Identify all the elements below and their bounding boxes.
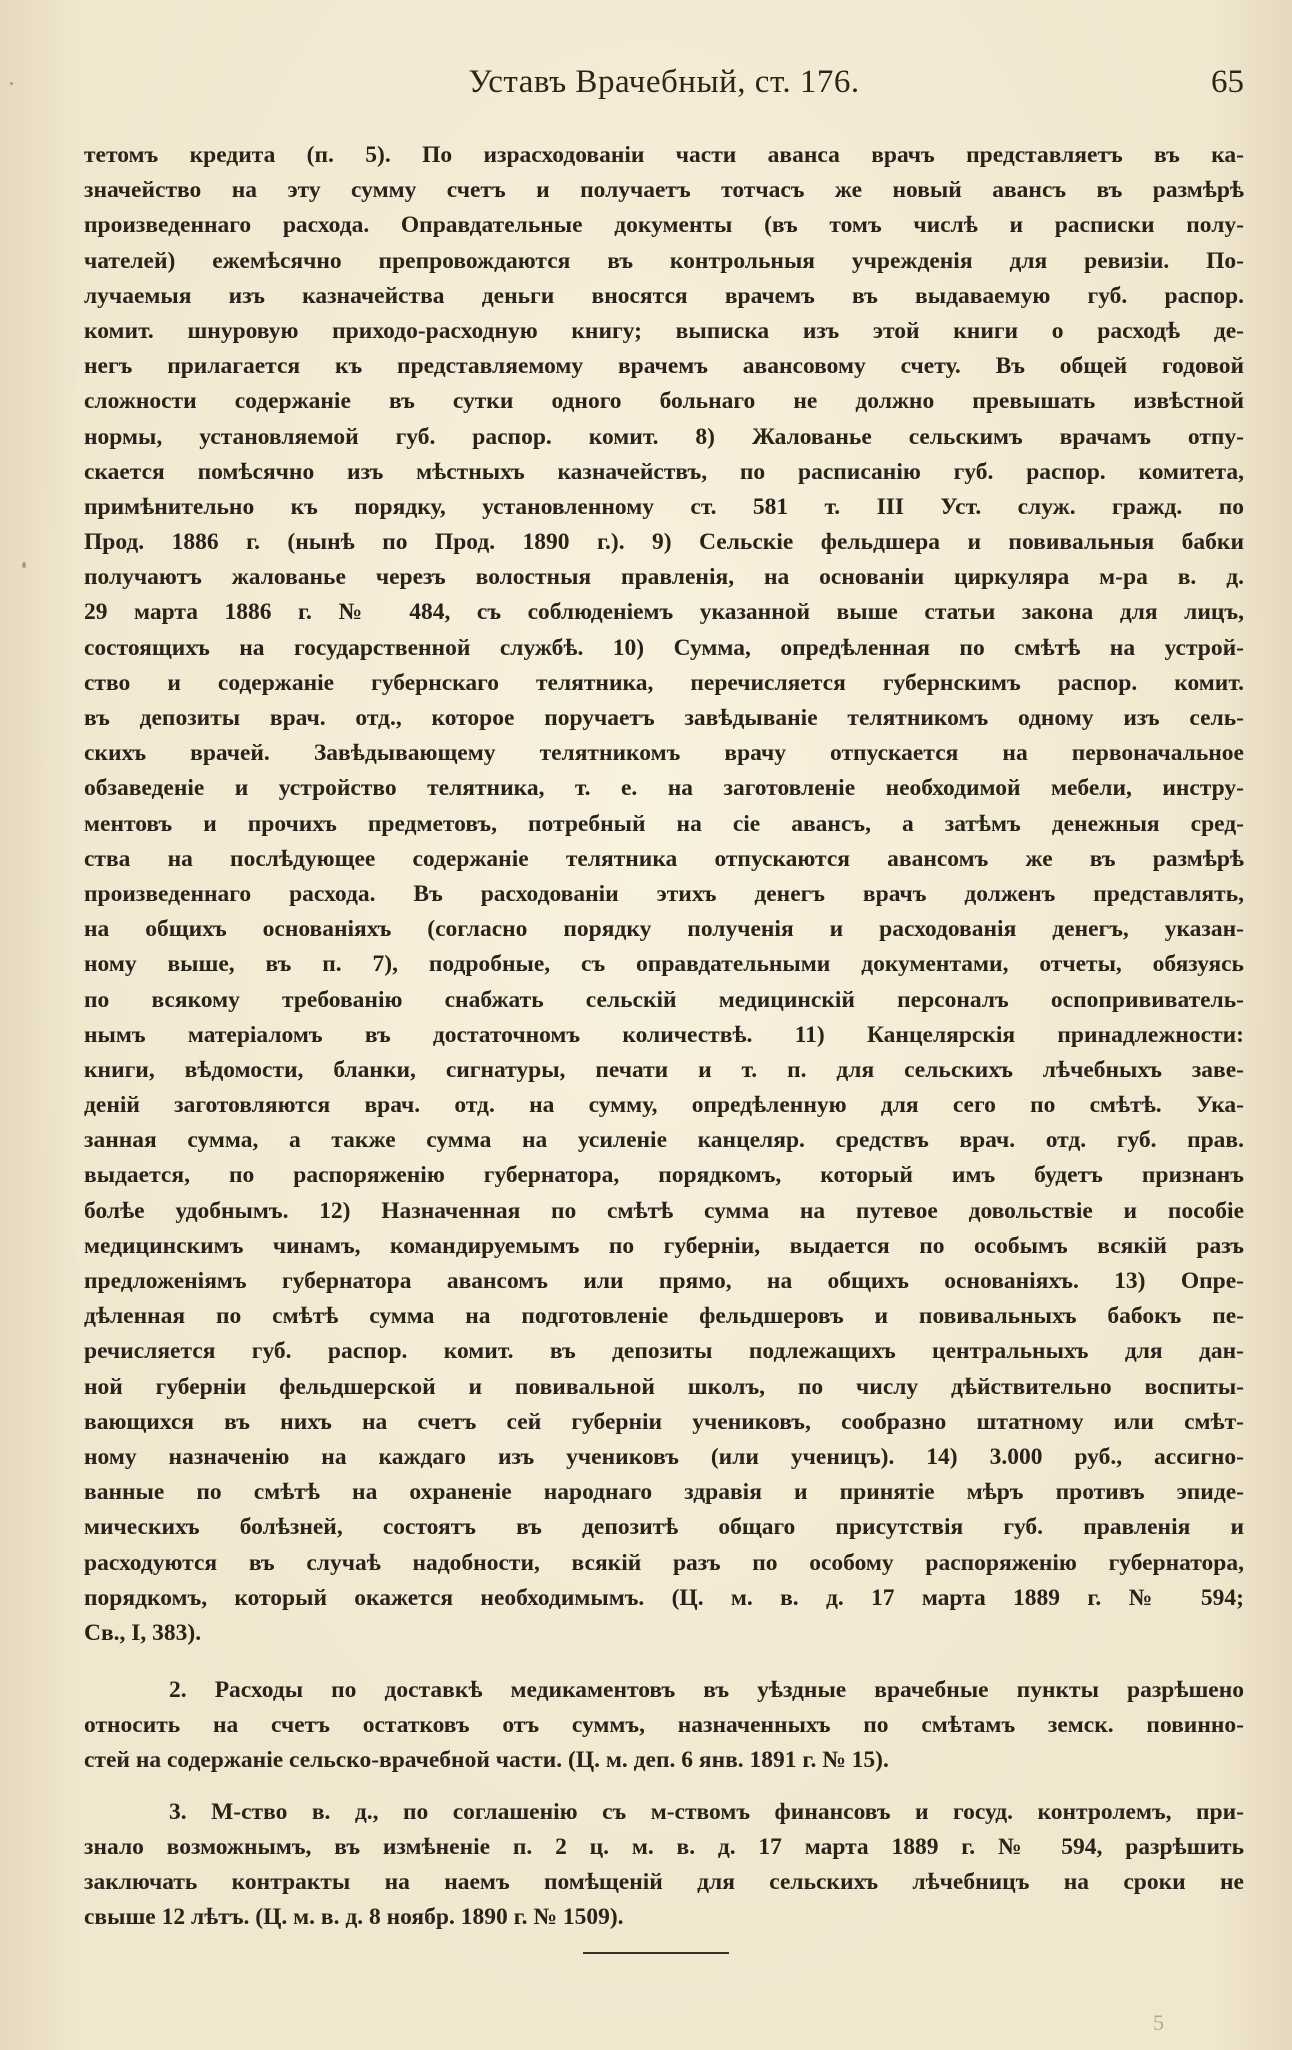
text-line: предложеніямъ губернатора авансомъ или прямо, на общихъ основаніяхъ. 13) Опре- <box>84 1268 1244 1294</box>
corner-mark: 5 <box>1153 2010 1164 2035</box>
text-line: комит. шнуровую приходо-расходную книгу; выписка изъ этой книги о расходѣ де- <box>84 317 1244 344</box>
text-line: 2. Расходы по доставкѣ медикаментовъ въ уѣздные врачебные пункты разрѣшено <box>169 1677 1244 1704</box>
text-line: деній заготовляются врач. отд. на сумму, опредѣленную для сего по смѣтѣ. Ука- <box>84 1092 1244 1119</box>
text-line: скается помѣсячно изъ мѣстныхъ казначействъ, по расписанію губ. распор. комитета, <box>84 458 1244 485</box>
paragraph-2 <box>84 1673 1244 1779</box>
text-line: мическихъ болѣзней, состоятъ въ депозитѣ общаго присутствія губ. правленія и <box>84 1514 1244 1541</box>
text-line: произведеннаго расхода. Оправдательные документы (въ томъ числѣ и расписки полу- <box>84 212 1244 239</box>
text-line: ство и содержаніе губернскаго телятника, перечисляется губернскимъ распор. комит. <box>84 669 1244 696</box>
text-line: свыше 12 лѣтъ. (Ц. м. в. д. 8 ноябр. 1890 г. № 1509). <box>84 1904 624 1931</box>
body-text <box>84 138 1244 1935</box>
text-line: ной губерніи фельдшерской и повивальной школъ, по числу дѣйствительно воспиты- <box>84 1373 1244 1400</box>
text-line: по всякому требованію снабжать сельскій медицинскій персоналъ оспопрививатель- <box>84 986 1244 1013</box>
paper-speck <box>10 82 13 85</box>
text-line: 29 марта 1886 г. № 484, съ соблюденіемъ указанной выше статьи закона для лицъ, <box>84 599 1244 626</box>
header-title: Уставъ Врачебный, ст. 176. <box>468 64 860 100</box>
paragraph-3 <box>84 1795 1244 1936</box>
text-line: 3. М-ство в. д., по соглашенію съ м-ствомъ финансовъ и госуд. контролемъ, при- <box>169 1798 1244 1825</box>
text-line: выдается, по распоряженію губернатора, порядкомъ, который имъ будетъ признанъ <box>84 1162 1244 1189</box>
text-line: нымъ матеріаломъ въ достаточномъ количествѣ. 11) Канцелярскія принадлежности: <box>84 1021 1244 1048</box>
text-line: заключать контракты на наемъ помѣщеній для сельскихъ лѣчебницъ на сроки не <box>84 1869 1244 1895</box>
text-line: Прод. 1886 г. (нынѣ по Прод. 1890 г.). 9) Сельскіе фельдшера и повивальныя бабки <box>84 529 1244 556</box>
text-line: Св., I, 383). <box>84 1619 202 1646</box>
text-line: вающихся въ нихъ на счетъ сей губерніи учениковъ, сообразно штатному или смѣт- <box>84 1408 1244 1435</box>
text-line: занная сумма, а также сумма на усиленіе канцеляр. средствъ врач. отд. губ. прав. <box>84 1127 1244 1154</box>
page-number: 65 <box>1211 64 1244 100</box>
text-line: скихъ врачей. Завѣдывающему телятникомъ врачу отпускается на первоначальное <box>84 740 1244 767</box>
text-line: речисляется губ. распор. комит. въ депозиты подлежащихъ центральныхъ для дан- <box>84 1338 1244 1365</box>
text-line: стей на содержаніе сельско-врачебной части. (Ц. м. деп. 6 янв. 1891 г. № 15). <box>84 1747 889 1774</box>
text-line: произведеннаго расхода. Въ расходованіи этихъ денегъ врачъ долженъ представлять, <box>84 880 1244 907</box>
text-line: дѣленная по смѣтѣ сумма на подготовленіе фельдшеровъ и повивальныхъ бабокъ пе- <box>84 1303 1244 1330</box>
text-line: болѣе удобнымъ. 12) Назначенная по смѣтѣ сумма на путевое довольствіе и пособіе <box>84 1197 1244 1224</box>
text-line: медицинскимъ чинамъ, командируемымъ по губерніи, выдается по особымъ всякій разъ <box>84 1232 1244 1259</box>
text-line: получаютъ жалованье черезъ волостныя правленія, на основаніи циркуляра м-ра в. д. <box>84 564 1244 591</box>
text-line: негъ прилагается къ представляемому врачемъ авансовому счету. Въ общей годовой <box>84 353 1244 380</box>
text-line: обзаведеніе и устройство телятника, т. е. на заготовленіе необходимой мебели, инстру- <box>84 775 1244 802</box>
text-line: чателей) ежемѣсячно препровождаются въ контрольныя учрежденія для ревизіи. По- <box>84 247 1244 274</box>
text-line: знало возможнымъ, въ измѣненіе п. 2 ц. м. в. д. 17 марта 1889 г. № 594, разрѣшить <box>84 1833 1244 1860</box>
text-line: ства на послѣдующее содержаніе телятника отпускаются авансомъ же въ размѣрѣ <box>84 845 1244 872</box>
text-line: значейство на эту сумму счетъ и получаетъ тотчасъ же новый авансъ въ размѣрѣ <box>84 177 1244 204</box>
section-divider <box>583 1952 729 1954</box>
text-line: нормы, установляемой губ. распор. комит. 8) Жалованье сельскимъ врачамъ отпу- <box>84 423 1244 450</box>
text-line: расходуются въ случаѣ надобности, всякій разъ по особому распоряженію губернатора, <box>84 1549 1244 1576</box>
text-line: ному назначенію на каждаго изъ учениковъ (или ученицъ). 14) 3.000 руб., ассигно- <box>84 1443 1244 1470</box>
text-line: лучаемыя изъ казначейства деньги вносятся врачемъ въ выдаваемую губ. распор. <box>84 282 1244 309</box>
text-line: ментовъ и прочихъ предметовъ, потребный на сіе авансъ, а затѣмъ денежныя сред- <box>84 810 1244 837</box>
text-line: примѣнительно къ порядку, установленному ст. 581 т. III Уст. служ. гражд. по <box>84 493 1244 520</box>
text-line: ному выше, въ п. 7), подробные, съ оправдательными документами, отчеты, обязуясь <box>84 951 1244 978</box>
text-line: ванные по смѣтѣ на охраненіе народнаго здравія и принятіе мѣръ противъ эпиде- <box>84 1479 1244 1506</box>
text-line: относить на счетъ остатковъ отъ суммъ, назначенныхъ по смѣтамъ земск. повинно- <box>84 1712 1244 1739</box>
running-header <box>84 64 1244 110</box>
text-line: на общихъ основаніяхъ (согласно порядку полученія и расходованія денегъ, указан- <box>84 916 1244 943</box>
text-line: порядкомъ, который окажется необходимымъ. (Ц. м. в. д. 17 марта 1889 г. № 594; <box>84 1584 1244 1611</box>
text-line: книги, вѣдомости, бланки, сигнатуры, печати и т. п. для сельскихъ лѣчебныхъ заве- <box>84 1056 1244 1083</box>
text-line: состоящихъ на государственной службѣ. 10) Сумма, опредѣленная по смѣтѣ на устрой- <box>84 634 1244 661</box>
text-line: сложности содержаніе въ сутки одного больнаго не должно превышать извѣстной <box>84 388 1244 415</box>
text-line: тетомъ кредита (п. 5). По израсходованіи части аванса врачъ представляетъ въ ка- <box>84 142 1244 168</box>
text-line: въ депозиты врач. отд., которое поручаетъ завѣдываніе телятникомъ одному изъ сель- <box>84 705 1244 731</box>
paper-speck <box>22 562 26 568</box>
paragraph-1 <box>84 138 1244 1651</box>
